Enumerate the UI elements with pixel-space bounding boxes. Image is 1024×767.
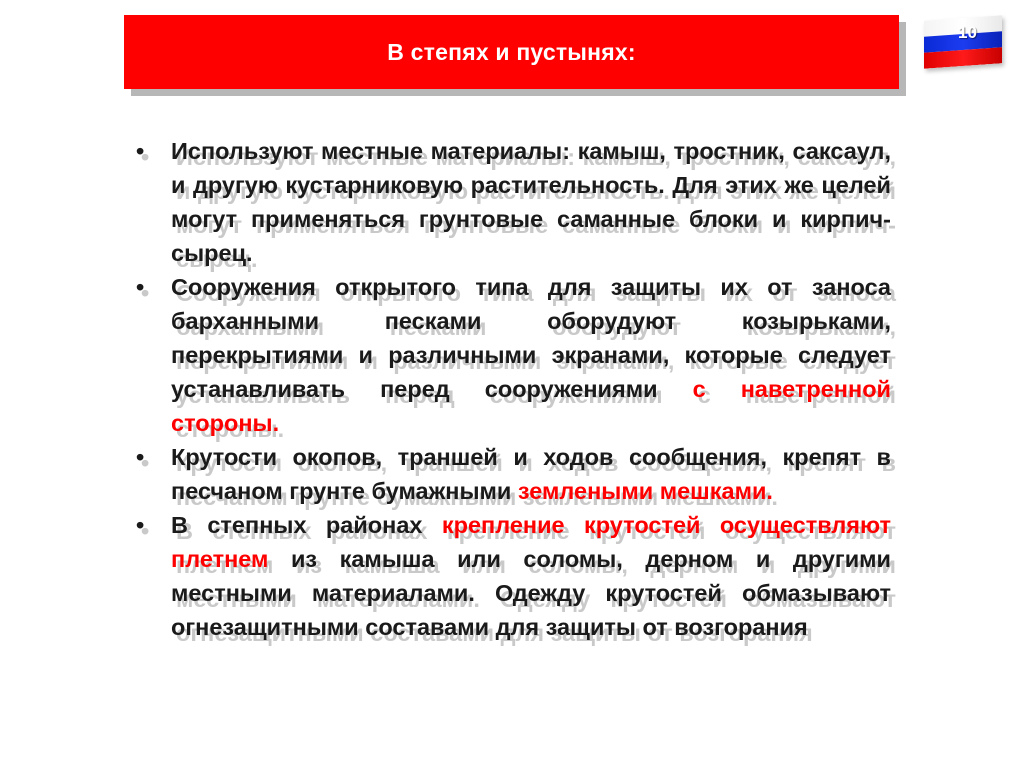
- bullet-text: В степных районах: [171, 512, 442, 538]
- slide-title: В степях и пустынях:: [387, 38, 636, 65]
- bullet-highlight-text: землеными мешками.: [517, 478, 773, 504]
- slide-title-bar: [124, 15, 899, 89]
- bullet-symbol: •: [136, 444, 145, 470]
- bullet-list: [134, 134, 891, 644]
- bullet-item: [134, 440, 891, 508]
- bullet-symbol: •: [136, 512, 145, 538]
- bullet-item: [134, 134, 891, 270]
- bullet-item: [134, 508, 891, 644]
- bullet-highlight-text: с наветренной стороны.: [171, 376, 891, 436]
- bullet-text: из камыша или соломы, дерном и другими местными материалами. Одежду крутостей обмазывают огнезащитными составами для защиты от возгорания: [171, 546, 891, 640]
- bullet-highlight-text: крепление крутостей осуществляют плетнем: [171, 512, 891, 572]
- bullet-item: [134, 270, 891, 440]
- bullet-text: Используют местные материалы: камыш, тростник, саксаул, и другую кустарниковую растительность. Для этих же целей могут применяться грунтовые саманные блоки и кирпич-сырец.: [171, 138, 891, 266]
- bullet-symbol: •: [136, 274, 145, 300]
- bullet-text: Крутости окопов, траншей и ходов сообщения, крепят в песчаном грунте бумажными: [171, 444, 891, 504]
- bullet-symbol: •: [136, 138, 145, 164]
- page-number: 10: [958, 23, 977, 42]
- bullet-text: Сооружения открытого типа для защиты их от заноса барханными песками оборудуют козырьками, перекрытиями и различными экранами, которые следует устанавливать перед сооружениями: [171, 274, 891, 402]
